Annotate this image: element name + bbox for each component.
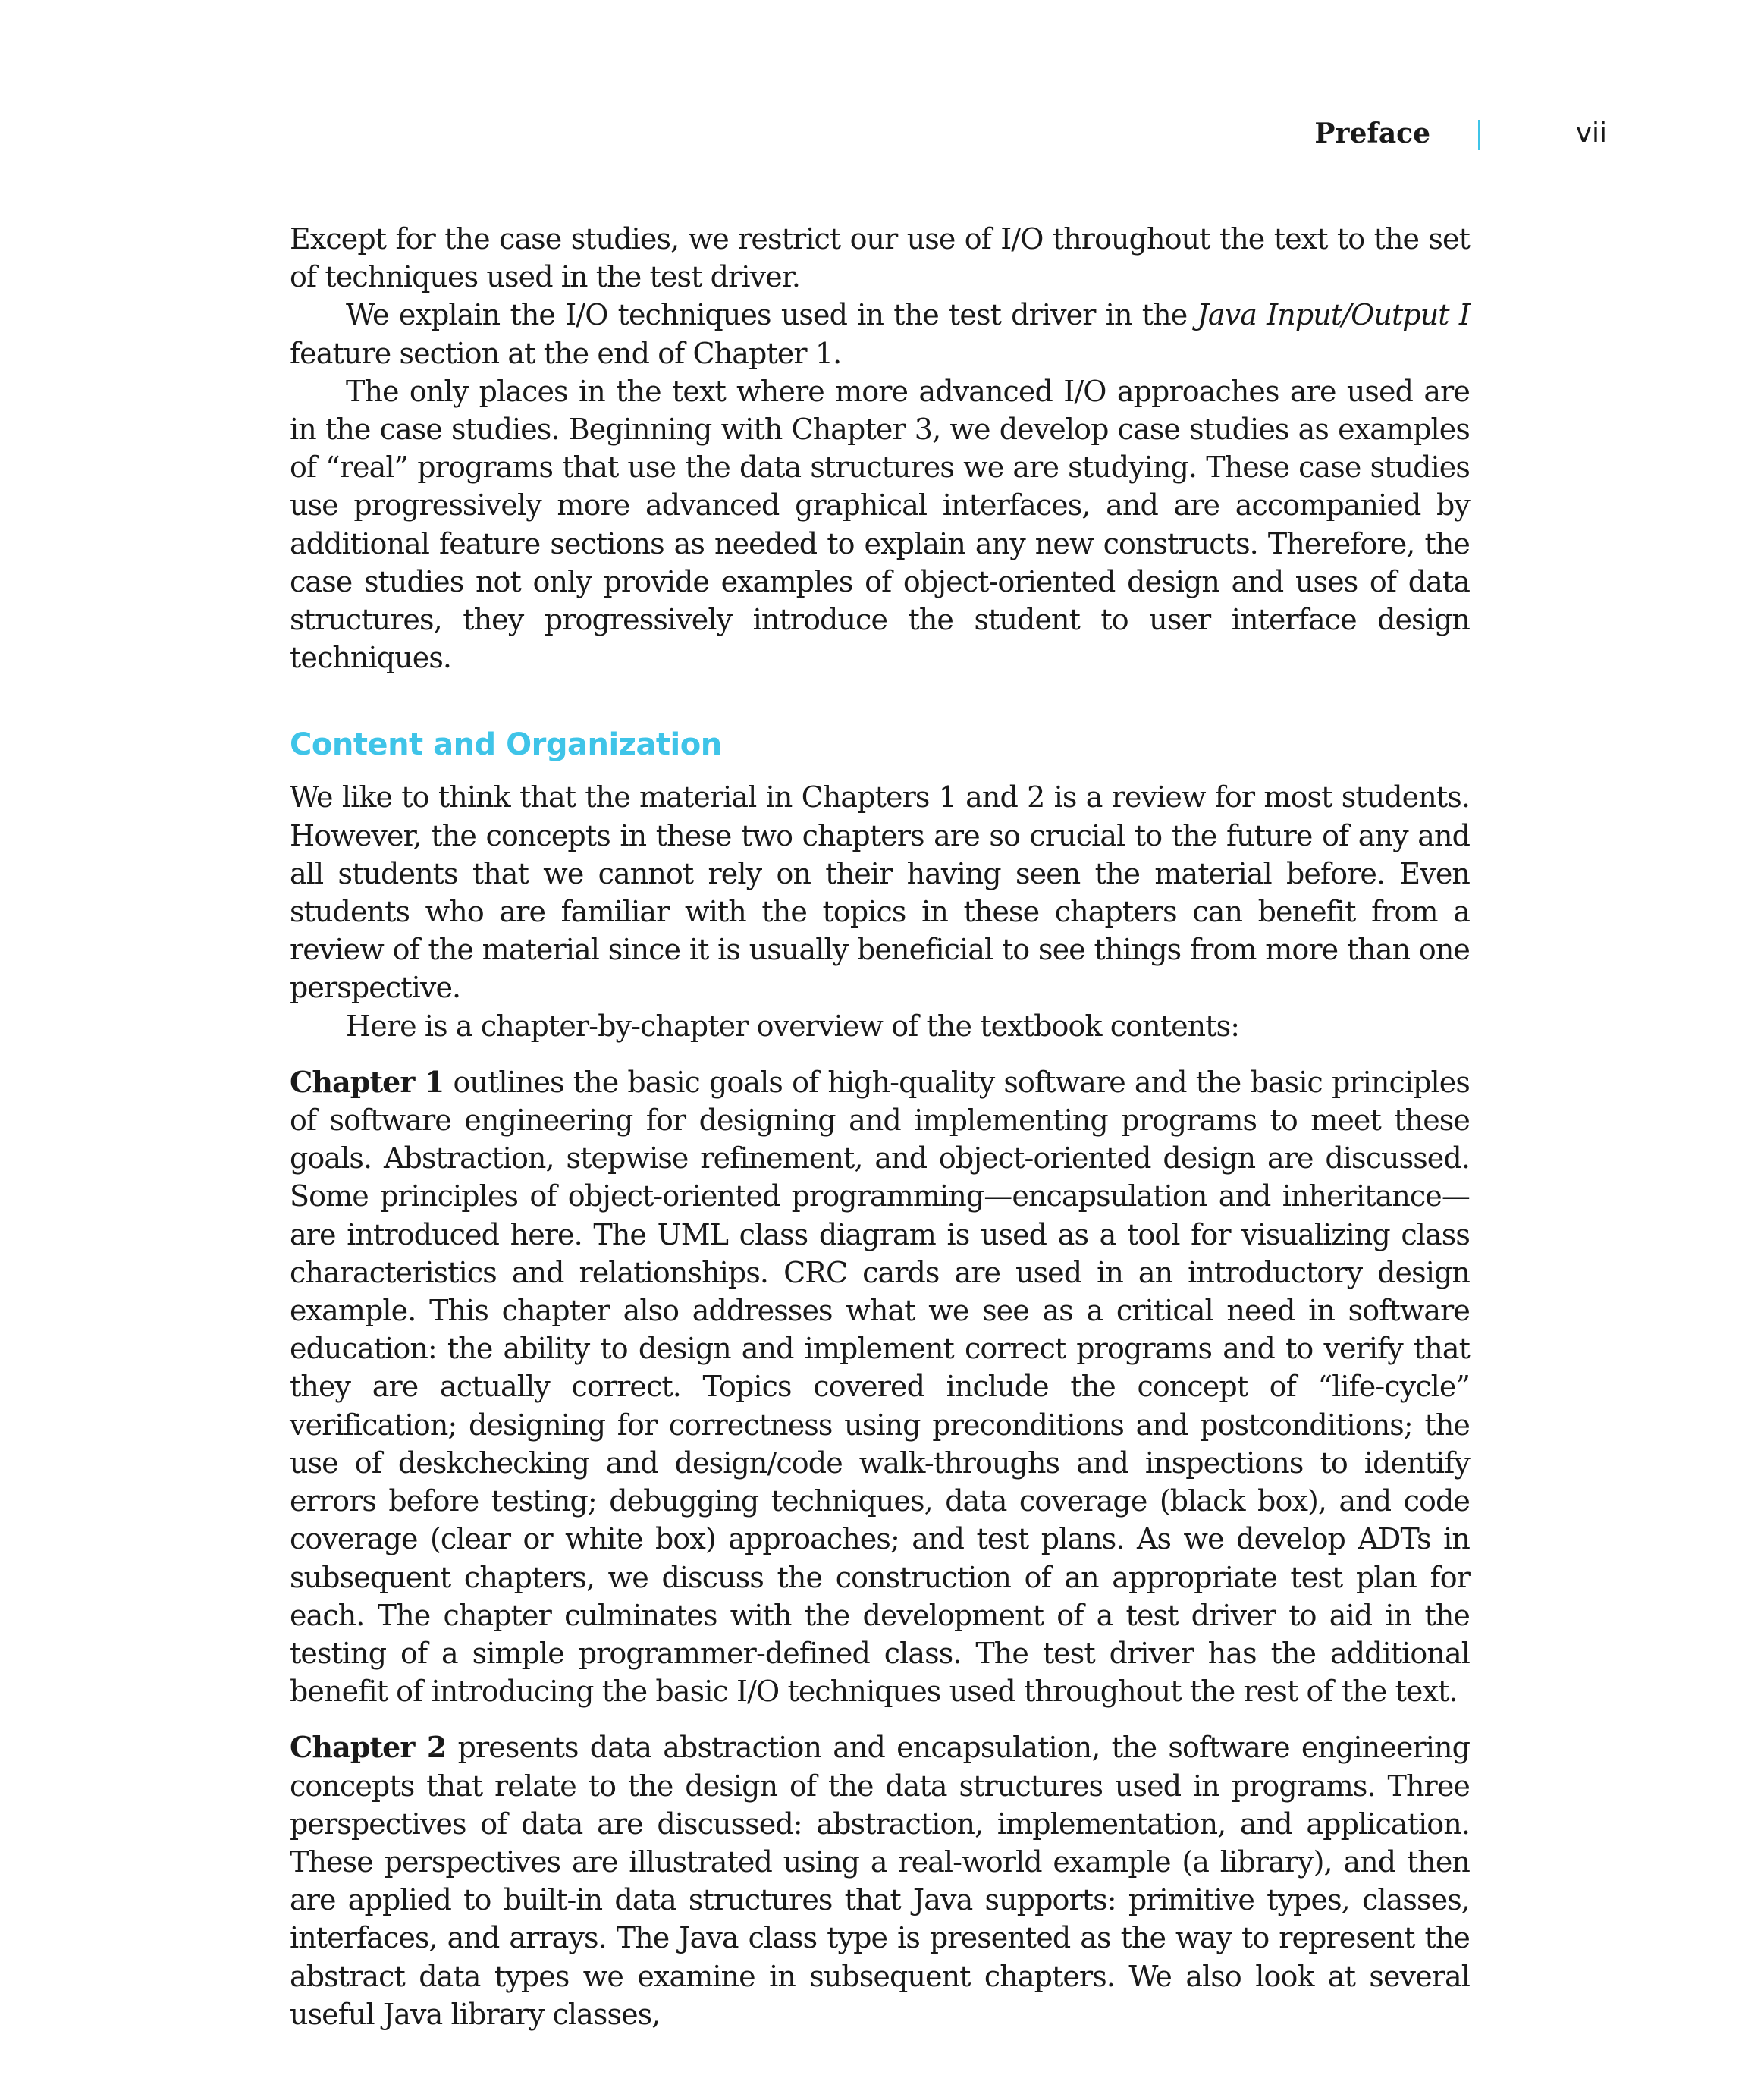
chapter-2-text: presents data abstraction and encapsulation, the software engineering concepts that relate to the design of the data structures used in programs. Three perspectives of data are discussed: abstraction, implementation, and application. These perspectives are illustrated using a real-world example (a library), and then are applied to built-in data structures that Java supports: primitive types, classes, interfaces, and arrays. The Java class type is presented as the way to represent the abstract data types we examine in subsequent chapters. We also look at several useful Java library classes,	[290, 1731, 1470, 2031]
paragraph-io-techniques-end: feature section at the end of Chapter 1.	[290, 336, 842, 370]
paragraph-case-studies: The only places in the text where more advanced I/O approaches are used are in the case studies. Beginning with Chapter 3, we develop case studies as examples of “real” programs that use the data structures we are studying. These case studies use progressively more advanced graphical interfaces, and are accompanied by additional feature sections as needed to explain any new constructs. Therefore, the case studies not only provide examples of object-oriented design and uses of data structures, they progressively introduce the student to user interface design techniques.	[290, 374, 1470, 675]
page-number: vii	[1575, 118, 1607, 149]
running-head-title: Preface	[1314, 118, 1430, 149]
paragraph-io-techniques	[290, 296, 1470, 372]
chapter-2-label: Chapter 2	[290, 1730, 447, 1765]
running-head	[0, 114, 1764, 159]
paragraph-io-restriction: Except for the case studies, we restrict our use of I/O throughout the text to the set of techniques used in the test driver.	[290, 222, 1470, 294]
chapter-1-overview	[290, 1063, 1470, 1710]
text-column	[290, 220, 1470, 2033]
feature-section-title: Java Input/Output I	[1197, 298, 1471, 332]
running-head-separator	[1478, 120, 1480, 150]
paragraph-overview-intro: Here is a chapter-by-chapter overview of the textbook contents:	[346, 1009, 1240, 1043]
paragraph-io-techniques-start: We explain the I/O techniques used in the test driver in the	[346, 298, 1197, 332]
chapter-2-overview	[290, 1728, 1470, 2033]
section-heading: Content and Organization	[290, 727, 722, 763]
paragraph-review: We like to think that the material in Chapters 1 and 2 is a review for most students. However, the concepts in these two chapters are so crucial to the future of any and all students that we cannot rely on their having seen the material before. Even students who are familiar with the topics in these chapters can benefit from a review of the material since it is usually beneficial to see things from more than one perspective.	[290, 780, 1470, 1005]
chapter-1-label: Chapter 1	[290, 1064, 444, 1099]
chapter-1-text: outlines the basic goals of high-quality software and the basic principles of software engineering for designing and implementing programs to meet these goals. Abstraction, stepwise refinement, and object-oriented design are discussed. Some principles of object-oriented programming—encapsulation and inheritance—are introduced here. The UML class diagram is used as a tool for visualizing class characteristics and relationships. CRC cards are used in an introductory design example. This chapter also addresses what we see as a critical need in software education: the ability to design and implement correct programs and to verify that they are actually correct. Topics covered include the concept of “life-cycle” verification; designing for correctness using preconditions and postconditions; the use of deskchecking and design/code walk-throughs and inspections to identify errors before testing; debugging techniques, data coverage (black box), and code coverage (clear or white box) approaches; and test plans. As we develop ADTs in subsequent chapters, we discuss the construction of an appropriate test plan for each. The chapter culminates with the development of a test driver to aid in the testing of a simple programmer-defined class. The test driver has the additional benefit of introducing the basic I/O techniques used throughout the rest of the text.	[290, 1065, 1470, 1709]
